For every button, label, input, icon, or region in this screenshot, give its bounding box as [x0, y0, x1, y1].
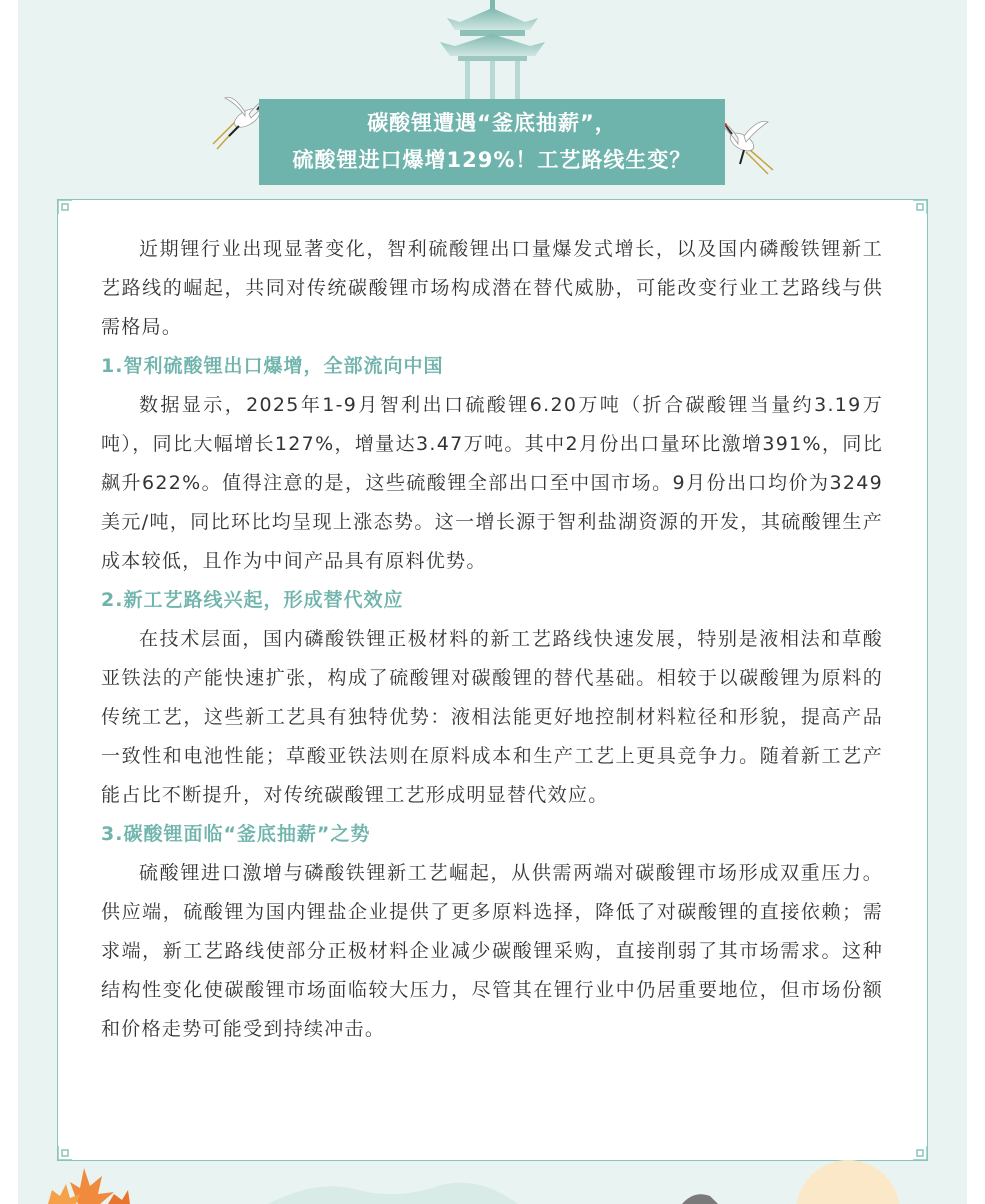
- bird-icon: [682, 1194, 718, 1204]
- crane-right-icon: [718, 112, 780, 176]
- section-heading: 2.新工艺路线兴起，形成替代效应: [101, 589, 404, 611]
- maple-leaf-icon: [48, 1168, 130, 1204]
- article-body: [101, 230, 883, 1049]
- frame-corner-icon: [56, 198, 74, 216]
- intro-paragraph: 近期锂行业出现显著变化，智利硫酸锂出口量爆发式增长，以及国内磷酸铁锂新工艺路线的崛起，共同对传统碳酸锂市场构成潜在替代威胁，可能改变行业工艺路线与供需格局。: [101, 238, 883, 338]
- section-heading: 3.碳酸锂面临“釜底抽薪”之势: [101, 823, 371, 845]
- section-heading: 1.智利硫酸锂出口爆增，全部流向中国: [101, 355, 444, 377]
- bottom-decoration: [18, 1160, 967, 1204]
- section-paragraph: 硫酸锂进口激增与磷酸铁锂新工艺崛起，从供需两端对碳酸锂市场形成双重压力。供应端，硫酸锂为国内锂盐企业提供了更多原料选择，降低了对碳酸锂的直接依赖；需求端，新工艺路线使部分正极材料企业减少碳酸锂采购，直接削弱了其市场需求。这种结构性变化使碳酸锂市场面临较大压力，尽管其在锂行业中仍居重要地位，但市场份额和价格走势可能受到持续冲击。: [101, 862, 883, 1040]
- title-line-2: 硫酸锂进口爆增129%！工艺路线生变？: [292, 148, 692, 172]
- pavilion-icon: [430, 0, 555, 105]
- section-paragraph: 数据显示，2025年1-9月智利出口硫酸锂6.20万吨（折合碳酸锂当量约3.19万吨），同比大幅增长127%，增量达3.47万吨。其中2月份出口量环比激增391%，同比飙升622%。值得注意的是，这些硫酸锂全部出口至中国市场。9月份出口均价为3249美元/吨，同比环比均呈现上涨态势。这一增长源于智利盐湖资源的开发，其硫酸锂生产成本较低，且作为中间产品具有原料优势。: [101, 394, 883, 572]
- mountain-icon: [268, 1183, 518, 1204]
- sun-icon: [796, 1160, 900, 1204]
- title-line-1: 碳酸锂遭遇“釜底抽薪”，: [367, 111, 617, 135]
- article-title: [259, 99, 725, 185]
- frame-corner-icon: [911, 198, 929, 216]
- section-paragraph: 在技术层面，国内磷酸铁锂正极材料的新工艺路线快速发展，特别是液相法和草酸亚铁法的产能快速扩张，构成了硫酸锂对碳酸锂的替代基础。相较于以碳酸锂为原料的传统工艺，这些新工艺具有独特优势：液相法能更好地控制材料粒径和形貌，提高产品一致性和电池性能；草酸亚铁法则在原料成本和生产工艺上更具竞争力。随着新工艺产能占比不断提升，对传统碳酸锂工艺形成明显替代效应。: [101, 628, 883, 806]
